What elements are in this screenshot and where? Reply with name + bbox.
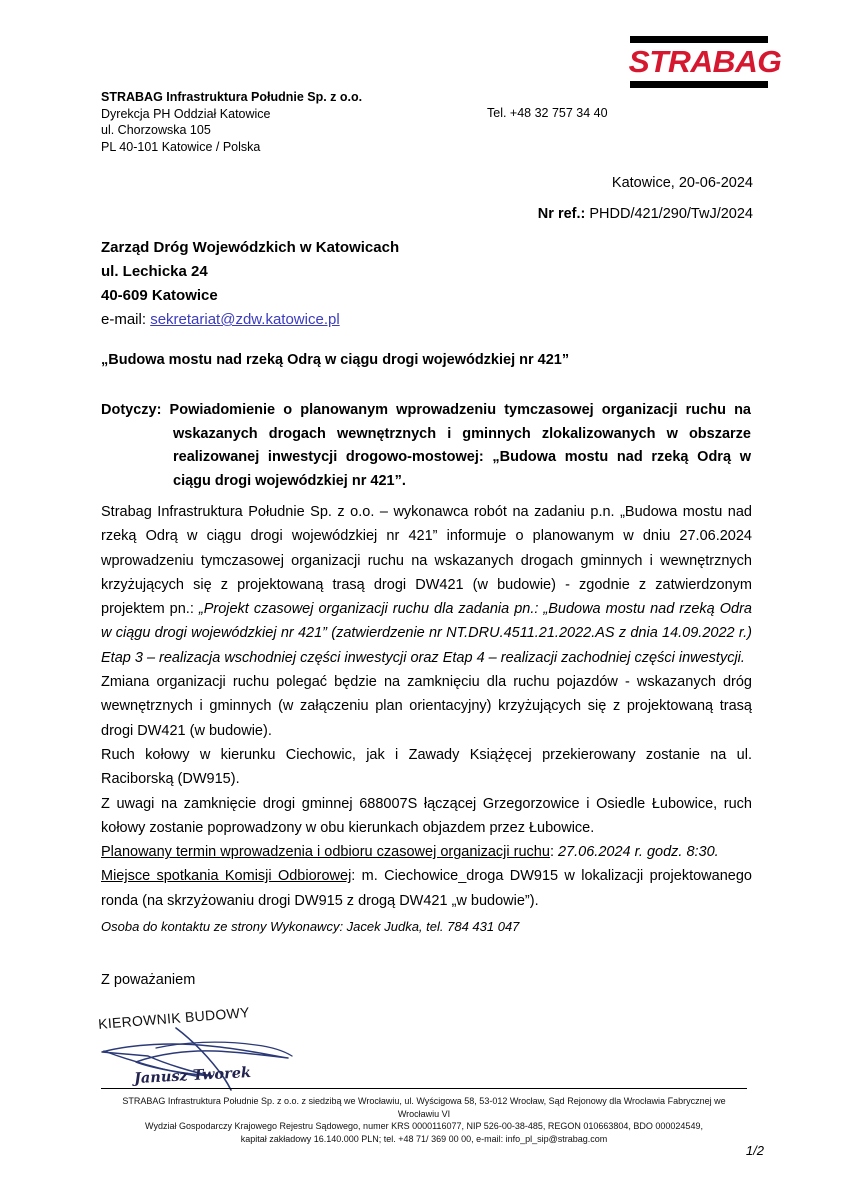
body-paragraph-6 xyxy=(101,864,752,913)
logo-bar-top xyxy=(630,36,768,43)
recipient-name: Zarząd Dróg Wojewódzkich w Katowicach xyxy=(101,239,400,256)
body-paragraph-1 xyxy=(101,500,752,670)
sender-phone: Tel. +48 32 757 34 40 xyxy=(487,106,608,120)
sender-division: Dyrekcja PH Oddział Katowice xyxy=(101,106,271,121)
body-p1-plain: Strabag Infrastruktura Południe Sp. z o.o. – wykonawca robót na zadaniu p.n. „Budowa mostu nad rzeką Odrą w ciągu drogi wojewódzkiej nr 421” informuje o planowanym w dniu 27.06.2024 wprowadzeniu tymczasowej organizacji ruchu na wskazanych drogach gminnych i wewnętrznych krzyżujących się z projektowaną trasą drogi DW421 (w budowie) - zgodnie z zatwierdzonym projektem pn.: xyxy=(101,504,752,618)
meeting-place-label: Miejsce spotkania Komisji Odbiorowej xyxy=(101,868,352,885)
signature-block xyxy=(92,1004,352,1092)
recipient-email-link[interactable]: sekretariat@zdw.katowice.pl xyxy=(150,311,340,328)
sender-street: ul. Chorzowska 105 xyxy=(101,123,211,137)
recipient-email-row xyxy=(101,308,399,332)
footer-line-1: STRABAG Infrastruktura Południe Sp. z o.o. z siedzibą we Wrocławiu, ul. Wyścigowa 58, 53-012 Wrocław, Sąd Rejonowy dla Wrocławia Fabrycznej we Wrocławiu VI xyxy=(122,1096,726,1119)
recipient-city: 40-609 Katowice xyxy=(101,287,218,304)
sender-address-block xyxy=(101,89,362,155)
logo-bar-bottom xyxy=(630,81,768,88)
footer-line-2: Wydział Gospodarczy Krajowego Rejestru Sądowego, numer KRS 0000116077, NIP 526-00-38-485, REGON 010663804, BDO 000024549, xyxy=(145,1121,703,1132)
page-number: 1/2 xyxy=(745,1143,764,1158)
footer-divider xyxy=(101,1088,747,1089)
reference-value: PHDD/421/290/TwJ/2024 xyxy=(585,206,753,222)
sender-company: STRABAG Infrastruktura Południe Sp. z o.o. xyxy=(101,90,363,104)
reference-label: Nr ref.: xyxy=(537,206,586,222)
recipient-street: ul. Lechicka 24 xyxy=(101,263,208,280)
closing-salutation: Z poważaniem xyxy=(101,972,196,988)
reference-number xyxy=(538,206,753,222)
planned-term-value: 27.06.2024 r. godz. 8:30. xyxy=(558,844,719,861)
meeting-place-value: : m. Ciechowice_droga DW915 w lokalizacji projektowanego ronda (na skrzyżowaniu drogi DW915 z drogą DW421 „w budowie”). xyxy=(101,868,752,909)
footer-line-3: kapitał zakładowy 16.140.000 PLN; tel. +48 71/ 369 00 00, e-mail: info_pl_sip@strabag.com xyxy=(240,1133,608,1144)
place-and-date: Katowice, 20-06-2024 xyxy=(611,175,753,191)
sender-city: PL 40-101 Katowice / Polska xyxy=(101,139,261,154)
body-p1-italic-quote: „Projekt czasowej organizacji ruchu dla zadania pn.: „Budowa mostu nad rzeką Odra w ciągu drogi wojewódzkiej nr 421” (zatwierdzenie nr NT.DRU.4511.21.2022.AS z dnia 14.09.2022 r.) Etap 3 – realizacja wschodniej części inwestycji oraz Etap 4 – realizacji zachodniej części inwestycji. xyxy=(101,601,752,666)
body-paragraph-4: Z uwagi na zamknięcie drogi gminnej 688007S łączącej Grzegorzowice i Osiedle Łubowice, ruch kołowy zostanie poprowadzony w obu kierunkach objazdem przez Łubowice. xyxy=(101,795,752,836)
recipient-address-block xyxy=(101,236,399,332)
subject-block: Dotyczy: Powiadomienie o planowanym wprowadzeniu tymczasowej organizacji ruchu na wskazanych drogach wewnętrznych i gminnych zlokalizowanych w obszarze realizowanej inwestycji drogowo-mostowej: „Budowa mostu nad rzeką Odrą w ciągu drogi wojewódzkiej nr 421”. xyxy=(101,402,751,489)
email-label: e-mail: xyxy=(101,311,151,328)
planned-term-label: Planowany termin wprowadzenia i odbioru czasowej organizacji ruchu xyxy=(101,844,550,861)
body-paragraph-3: Ruch kołowy w kierunku Ciechowic, jak i Zawady Książęcej przekierowany zostanie na ul. Raciborską (DW915). xyxy=(101,746,752,788)
body-paragraph-2: Zmiana organizacji ruchu polegać będzie na zamknięciu dla ruchu pojazdów - wskazanych dróg wewnętrznych i gminnych (w załączeniu plan orientacyjny) krzyżujących się z projektowaną trasą drogi DW421 (w budowie). xyxy=(101,674,752,739)
site-manager-title: KIEROWNIK BUDOWY xyxy=(97,1004,251,1032)
planned-term-sep: : xyxy=(549,844,558,861)
project-title: „Budowa mostu nad rzeką Odrą w ciągu drogi wojewódzkiej nr 421” xyxy=(101,352,570,368)
signatory-name: Janusz Tworek xyxy=(133,1063,252,1088)
letter-body xyxy=(101,500,752,913)
body-paragraph-5 xyxy=(101,840,752,864)
logo-wordmark: STRABAG xyxy=(628,44,782,79)
footer-legal-text xyxy=(101,1095,747,1145)
contact-person-line: Osoba do kontaktu ze strony Wykonawcy: Jacek Judka, tel. 784 431 047 xyxy=(101,919,520,934)
strabag-logo xyxy=(628,36,782,88)
